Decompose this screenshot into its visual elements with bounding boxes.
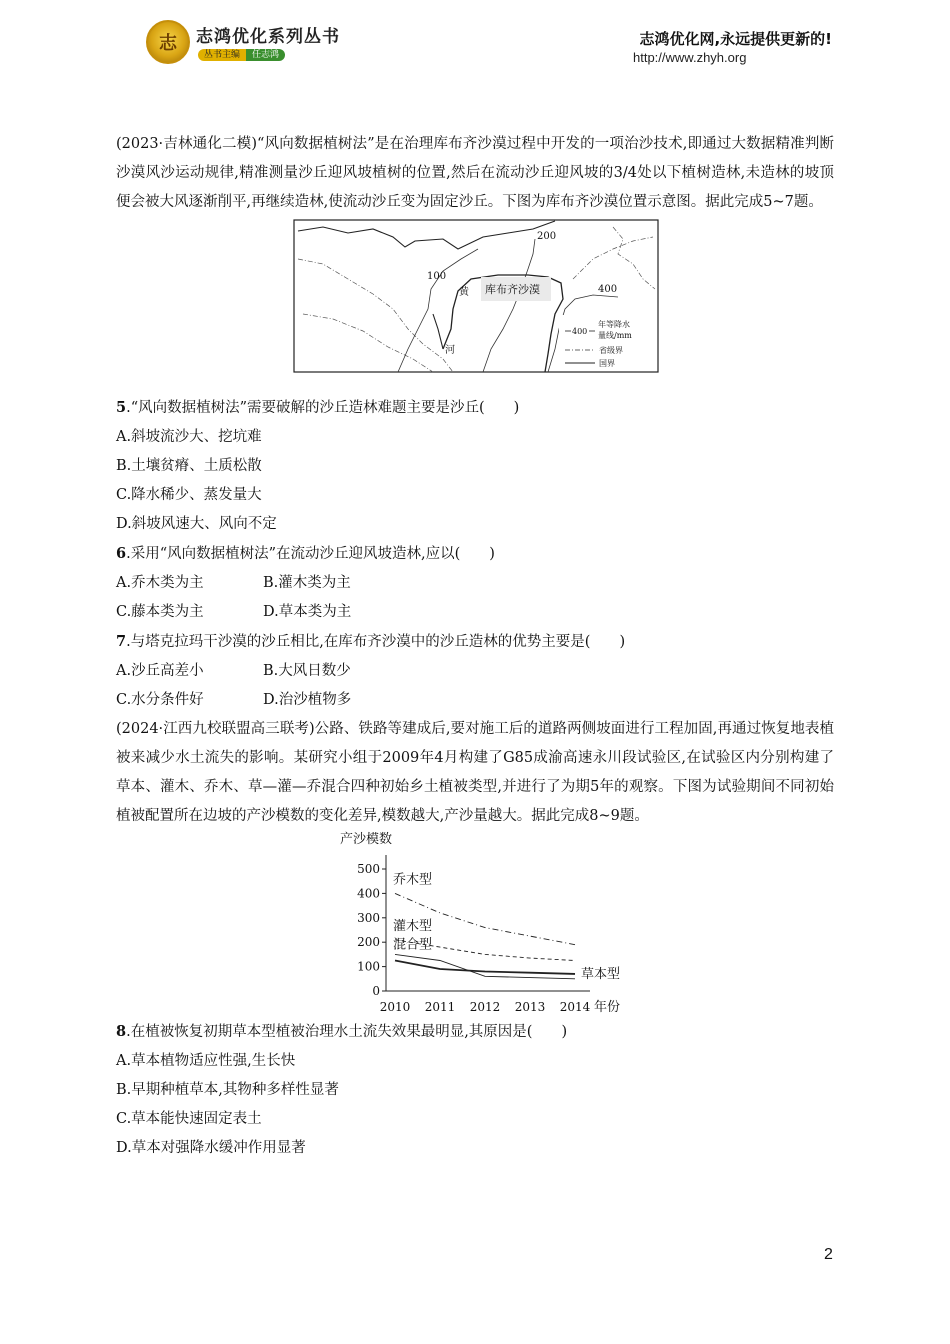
series-label-3: 混合型 [393,937,433,953]
series-line-3 [395,954,575,978]
river-label-yellow: 黄 [459,287,469,298]
question-text: .“风向数据植树法”需要破解的沙丘造林难题主要是沙丘( ) [126,400,520,416]
option-6b[interactable]: B.灌木类为主 [263,575,351,591]
y-tick-label: 200 [357,935,380,950]
y-tick-label: 500 [357,862,380,876]
option-7c[interactable]: C.水分条件好 [116,692,204,708]
option-8d[interactable]: D.草本对强降水缓冲作用显著 [116,1140,306,1156]
options-row [116,657,834,686]
question-number: 5 [116,399,127,416]
x-tick-label: 2011 [424,1000,456,1014]
desert-label: 库布齐沙漠 [485,283,540,296]
y-tick-label: 400 [357,886,380,901]
series-title: 志鸿优化系列丛书 [196,27,340,47]
map-figure [116,219,834,377]
editor-name: 任志鸿 [246,49,285,61]
option-8a[interactable]: A.草本植物适应性强,生长快 [116,1053,296,1069]
options-row [116,598,834,627]
isoline-label-400: 400 [598,284,618,295]
question-text: .在植被恢复初期草本型植被治理水土流失效果最明显,其原因是( ) [126,1024,568,1040]
series-line-4 [395,961,575,974]
question-7 [116,627,834,657]
isoline-label-100: 100 [427,271,447,282]
site-slogan: 志鸿优化网,永远提供更新的! [639,30,832,48]
question-number: 7 [116,633,127,650]
option-8c[interactable]: C.草本能快速固定表土 [116,1111,262,1127]
x-tick-label: 2014 [559,1000,591,1014]
legend-isoline-label-1: 年等降水 [598,320,630,329]
publisher-logo [146,20,190,64]
river-label-river: 河 [445,345,455,356]
legend-provincial: 省级界 [599,346,623,355]
legend-isoline-sample: 400 [572,327,588,336]
passage-8-9: (2024·江西九校联盟高三联考)公路、铁路等建成后,要对施工后的道路两侧坡面进行工程加固,再通过恢复地表植被来减少水土流失的影响。某研究小组于2009年4月构建了G85成渝高速永川段试验区,在试验区内分别构建了草本、灌木、乔木、草—灌—乔混合四种初始乡土植被类型,并进行了为期5年的观察。下图为试验期间不同初始植被配置所在边坡的产沙模数的变化差异,模数越大,产沙量越大。据此完成8~9题。 [116,721,834,824]
map-legend [559,315,656,371]
y-axis-label: 产沙模数 [340,832,393,847]
editor-tag [198,47,285,60]
option-5d[interactable]: D.斜坡风速大、风向不定 [116,516,277,532]
options-row [116,569,834,598]
options-row [116,686,834,715]
option-7b[interactable]: B.大风日数少 [263,663,351,679]
option-6a[interactable]: A.乔木类为主 [116,575,204,591]
question-number: 6 [116,545,127,562]
y-tick-label: 0 [372,984,380,998]
logo-text: 志 [159,33,177,54]
page-header [0,0,950,90]
question-8 [116,1017,834,1047]
kubuqi-location-map [293,219,659,375]
question-number: 8 [116,1023,127,1040]
option-5c[interactable]: C.降水稀少、蒸发量大 [116,487,262,503]
option-6c[interactable]: C.藤本类为主 [116,604,204,620]
x-tick-label: 2013 [514,1000,546,1014]
worksheet-content [116,130,834,1163]
page-number: 2 [824,1246,833,1263]
series-label-4: 草本型 [581,966,621,982]
passage-5-7: (2023·吉林通化二模)“风向数据植树法”是在治理库布齐沙漠过程中开发的一项治沙技术,即通过大数据精准判断沙漠风沙运动规律,精准测量沙丘迎风坡植树的位置,然后在流动沙丘迎风坡的3/4处以下植树造林,未造林的坡顶便会被大风逐渐削平,再继续造林,使流动沙丘变为固定沙丘。下图为库布齐沙漠位置示意图。据此完成5~7题。 [116,136,834,210]
x-tick-label: 2012 [469,1000,501,1014]
x-axis-label: 年份 [594,1000,621,1015]
option-8b[interactable]: B.早期种植草本,其物种多样性显著 [116,1082,339,1098]
question-text: .与塔克拉玛干沙漠的沙丘相比,在库布齐沙漠中的沙丘造林的优势主要是( ) [126,634,626,650]
option-7d[interactable]: D.治沙植物多 [263,692,352,708]
option-6d[interactable]: D.草本类为主 [263,604,352,620]
question-6 [116,539,834,569]
question-5 [116,393,834,423]
question-text: .采用“风向数据植树法”在流动沙丘迎风坡造林,应以( ) [126,546,495,562]
editor-label: 丛书主编 [198,49,246,61]
sediment-modulus-chart [334,831,624,1017]
chart-figure [116,831,834,1017]
x-tick-label: 2010 [379,1000,411,1014]
isoline-label-200: 200 [537,231,557,242]
site-url-link[interactable]: http://www.zhyh.org [633,50,747,65]
option-5b[interactable]: B.土壤贫瘠、土质松散 [116,458,262,474]
option-5a[interactable]: A.斜坡流沙大、挖坑难 [116,429,262,445]
y-tick-label: 300 [357,910,380,925]
legend-isoline-label-2: 量线/mm [598,331,632,340]
series-label-2: 灌木型 [393,918,433,934]
option-7a[interactable]: A.沙丘高差小 [116,663,204,679]
legend-national: 国界 [599,359,615,368]
series-label-1: 乔木型 [393,872,433,888]
y-tick-label: 100 [357,959,380,974]
